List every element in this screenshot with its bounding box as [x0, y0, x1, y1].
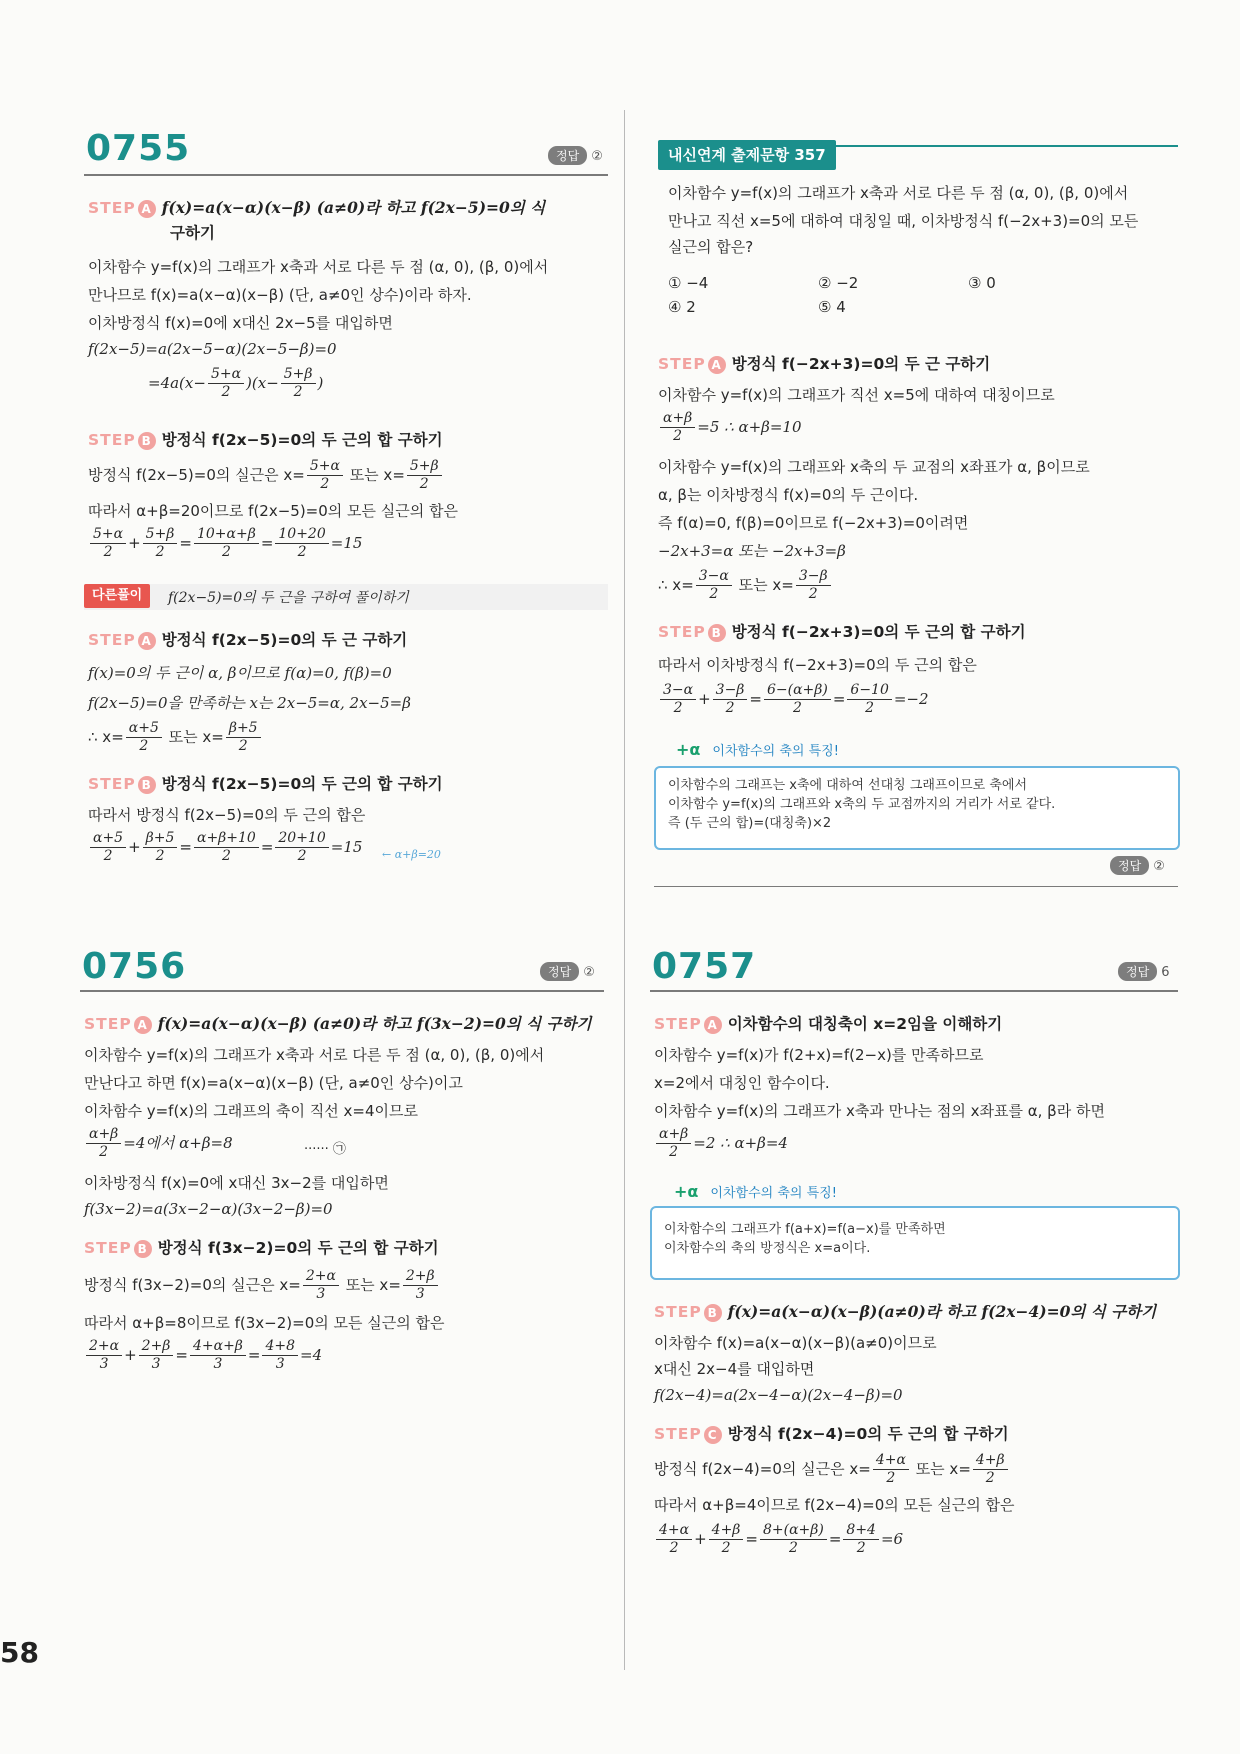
question-line: 이차함수 y=f(x)의 그래프가 x축과 서로 다른 두 점 (α, 0), (β, 0)에서 — [668, 184, 1129, 202]
step-a-heading: STEP A 방정식 f(−2x+3)=0의 두 근 구하기 — [658, 355, 991, 373]
problem-number-0755: 0755 — [86, 128, 191, 169]
text-line: 따라서 이차방정식 f(−2x+3)=0의 두 근의 합은 — [658, 656, 977, 674]
answer-badge-internal: 정답 ② — [1110, 856, 1165, 875]
roots-line: 방정식 f(2x−5)=0의 실근은 x= $\frac{5+\alpha}{2}$ 또는 x= $\frac{5+\beta}{2}$ — [88, 458, 444, 493]
tip-text: 이차함수의 그래프는 x축에 대하여 선대칭 그래프이므로 축에서 이차함수 y=f(x)의 그래프와 x축의 두 교점까지의 거리가 서로 같다. 즉 (두 근의 합)=(대칭축)×2 — [668, 778, 1056, 831]
equation: f(2x−4)=a(2x−4−α)(2x−4−β)=0 — [654, 1386, 903, 1404]
tip-heading: +α 이차함수의 축의 특징! — [674, 1182, 837, 1201]
sum-equation: $\frac{\alpha+5}{2}$ + $\frac{\beta+5}{2}$ = $\frac{\alpha+\beta+10}{2}$ = $\frac{20+10}{2}$ =15 — [88, 830, 362, 865]
text-line: 이차함수 y=f(x)의 그래프가 x축과 만나는 점의 x좌표를 α, β라 하면 — [654, 1102, 1105, 1120]
text-line: 따라서 α+β=4이므로 f(2x−4)=0의 모든 실근의 합은 — [654, 1496, 1015, 1514]
text-line: 만나므로 f(x)=a(x−α)(x−β) (단, a≠0인 상수)이라 하자. — [88, 286, 472, 304]
plus-alpha-icon: +α — [674, 1182, 699, 1201]
equation: f(2x−5)=a(2x−5−α)(2x−5−β)=0 — [88, 340, 337, 358]
step-a-heading: STEP A f(x)=a(x−α)(x−β) (a≠0)라 하고 f(2x−5)=0의 식 — [88, 198, 546, 217]
choice-3[interactable]: ③ 0 — [968, 274, 996, 292]
text-line: 즉 f(α)=0, f(β)=0이므로 f(−2x+3)=0이려면 — [658, 514, 969, 532]
header-rule — [650, 990, 1178, 992]
step-a-heading: STEP A 이차함수의 대칭축이 x=2임을 이해하기 — [654, 1015, 1003, 1033]
text-line: 이차함수 y=f(x)의 그래프가 x축과 서로 다른 두 점 (α, 0), (β, 0)에서 — [84, 1046, 545, 1064]
equation: f(3x−2)=a(3x−2−α)(3x−2−β)=0 — [84, 1200, 333, 1218]
header-rule — [84, 174, 608, 176]
choice-4[interactable]: ④ 2 — [668, 298, 696, 316]
roots-line: ∴ x= $\frac{3-\alpha}{2}$ 또는 x= $\frac{3-\beta}{2}$ — [658, 568, 833, 603]
page-number: 58 — [0, 1636, 39, 1669]
step-b-heading: STEP B 방정식 f(2x−5)=0의 두 근의 합 구하기 — [88, 431, 443, 449]
step-a-heading-cont: 구하기 — [170, 224, 215, 242]
roots-line: ∴ x= $\frac{\alpha+5}{2}$ 또는 x= $\frac{\beta+5}{2}$ — [88, 720, 263, 755]
text-line: f(2x−5)=0을 만족하는 x는 2x−5=α, 2x−5=β — [88, 694, 411, 712]
sum-equation: $\frac{4+\alpha}{2}$ + $\frac{4+\beta}{2}$ = $\frac{8+(\alpha+\beta)}{2}$ = $\frac{8+4}{2}$ =6 — [654, 1522, 903, 1557]
alt-step-b-heading: STEP B 방정식 f(2x−5)=0의 두 근의 합 구하기 — [88, 775, 443, 793]
text-line: 따라서 α+β=8이므로 f(3x−2)=0의 모든 실근의 합은 — [84, 1314, 445, 1332]
text-line: 따라서 α+β=20이므로 f(2x−5)=0의 모든 실근의 합은 — [88, 502, 459, 520]
text-line: 이차방정식 f(x)=0에 x대신 2x−5를 대입하면 — [88, 314, 393, 332]
side-note: ← α+β=20 — [382, 848, 441, 861]
sum-equation: $\frac{5+\alpha}{2}$ + $\frac{5+\beta}{2}$ = $\frac{10+\alpha+\beta}{2}$ = $\frac{10+20}{2}$ =15 — [88, 526, 362, 561]
roots-line: 방정식 f(2x−4)=0의 실근은 x= $\frac{4+\alpha}{2}$ 또는 x= $\frac{4+\beta}{2}$ — [654, 1452, 1010, 1487]
text-line: 이차방정식 f(x)=0에 x대신 3x−2를 대입하면 — [84, 1174, 389, 1192]
choice-2[interactable]: ② −2 — [818, 274, 859, 292]
step-b-heading: STEP B f(x)=a(x−α)(x−β)(a≠0)라 하고 f(2x−4)=0의 식 구하기 — [654, 1302, 1157, 1321]
sum-equation: $\frac{3-\alpha}{2}$ + $\frac{3-\beta}{2}$ = $\frac{6-(\alpha+\beta)}{2}$ = $\frac{6-10}{2}$ =−2 — [658, 682, 929, 717]
answer-badge-0755: 정답 ② — [548, 146, 603, 165]
alternate-solution-label: 다른풀이 — [84, 584, 150, 608]
step-c-heading: STEP C 방정식 f(2x−4)=0의 두 근의 합 구하기 — [654, 1425, 1009, 1443]
equation-marker: ······ ㉠ — [304, 1142, 346, 1157]
text-line: 이차함수 y=f(x)의 그래프와 x축의 두 교점의 x좌표가 α, β이므로 — [658, 458, 1090, 476]
problem-number-0757: 0757 — [652, 946, 757, 987]
equation-factored: =4a(x− $\frac{5+\alpha}{2}$ )(x− $\frac{5+\beta}{2}$ ) — [148, 366, 324, 400]
roots-line: 방정식 f(3x−2)=0의 실근은 x= $\frac{2+\alpha}{3}$ 또는 x= $\frac{2+\beta}{3}$ — [84, 1268, 440, 1303]
text-line: 이차함수 y=f(x)의 그래프가 x축과 서로 다른 두 점 (α, 0), (β, 0)에서 — [88, 258, 549, 276]
text-line: x대신 2x−4를 대입하면 — [654, 1360, 815, 1378]
alt-step-a-heading: STEP A 방정식 f(2x−5)=0의 두 근 구하기 — [88, 631, 408, 649]
text-line: α, β는 이차방정식 f(x)=0의 두 근이다. — [658, 486, 919, 504]
column-divider — [624, 110, 625, 1670]
header-rule — [80, 990, 604, 992]
text-line: x=2에서 대칭인 함수이다. — [654, 1074, 830, 1092]
choice-1[interactable]: ① −4 — [668, 274, 709, 292]
answer-badge-0756: 정답 ② — [540, 962, 595, 981]
tip-text: 이차함수의 그래프가 f(a+x)=f(a−x)를 만족하면 이차함수의 축의 방정식은 x=a이다. — [664, 1222, 946, 1256]
text-line: −2x+3=α 또는 −2x+3=β — [658, 542, 846, 560]
alternate-solution-bar: 다른풀이 f(2x−5)=0의 두 근을 구하여 풀이하기 — [84, 584, 608, 610]
step-b-heading: STEP B 방정식 f(3x−2)=0의 두 근의 합 구하기 — [84, 1239, 439, 1257]
section-rule — [654, 886, 1178, 887]
axis-equation: $\frac{\alpha+\beta}{2}$ =4에서 α+β=8 — [84, 1126, 233, 1161]
text-line: f(x)=0의 두 근이 α, β이므로 f(α)=0, f(β)=0 — [88, 664, 392, 682]
answer-badge-0757: 정답 6 — [1118, 962, 1169, 981]
text-line: 이차함수 f(x)=a(x−α)(x−β)(a≠0)이므로 — [654, 1334, 937, 1352]
question-line: 만나고 직선 x=5에 대하여 대칭일 때, 이차방정식 f(−2x+3)=0의 모든 — [668, 212, 1139, 230]
text-line: 이차함수 y=f(x)가 f(2+x)=f(2−x)를 만족하므로 — [654, 1046, 984, 1064]
step-b-heading: STEP B 방정식 f(−2x+3)=0의 두 근의 합 구하기 — [658, 623, 1026, 641]
choice-5[interactable]: ⑤ 4 — [818, 298, 846, 316]
axis-equation: $\frac{\alpha+\beta}{2}$ =2 ∴ α+β=4 — [654, 1126, 788, 1161]
question-line: 실근의 합은? — [668, 238, 754, 256]
axis-equation: $\frac{\alpha+\beta}{2}$ =5 ∴ α+β=10 — [658, 410, 802, 445]
text-line: 만난다고 하면 f(x)=a(x−α)(x−β) (단, a≠0인 상수)이고 — [84, 1074, 463, 1092]
text-line: 따라서 방정식 f(2x−5)=0의 두 근의 합은 — [88, 806, 366, 824]
internal-problem-banner: 내신연계 출제문항 357 — [658, 140, 836, 170]
problem-number-0756: 0756 — [82, 946, 187, 987]
sum-equation: $\frac{2+\alpha}{3}$ + $\frac{2+\beta}{3}$ = $\frac{4+\alpha+\beta}{3}$ = $\frac{4+8}{3}$ =4 — [84, 1338, 322, 1373]
text-line: 이차함수 y=f(x)의 그래프가 직선 x=5에 대하여 대칭이므로 — [658, 386, 1055, 404]
step-a-heading: STEP A f(x)=a(x−α)(x−β) (a≠0)라 하고 f(3x−2)=0의 식 구하기 — [84, 1014, 592, 1033]
text-line: 이차함수 y=f(x)의 그래프의 축이 직선 x=4이므로 — [84, 1102, 418, 1120]
tip-heading: +α 이차함수의 축의 특징! — [676, 740, 839, 759]
plus-alpha-icon: +α — [676, 740, 701, 759]
